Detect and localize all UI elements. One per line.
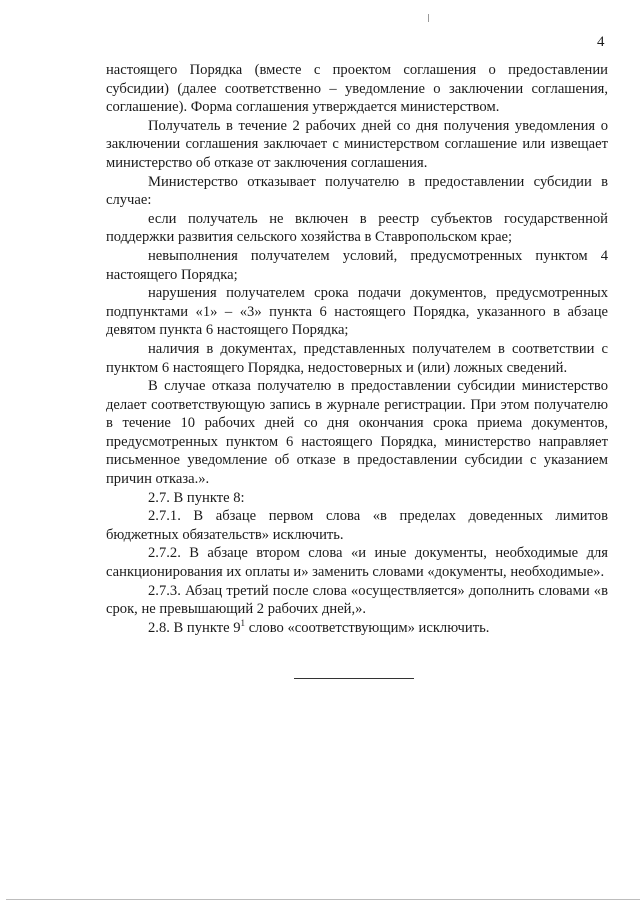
paragraph: Получатель в течение 2 рабочих дней со дня получения уведомления о заключении соглашения заключает с министерством соглашение или извещает министерство об отказе от заключения соглашения. xyxy=(106,117,608,171)
document-body xyxy=(106,61,608,637)
paragraph: 2.7.3. Абзац третий после слова «осуществляется» дополнить словами «в срок, не превышающий 2 рабочих дней,». xyxy=(106,582,608,618)
paragraph: В случае отказа получателю в предоставлении субсидии министерство делает соответствующую запись в журнале регистрации. При этом получателю в течение 10 рабочих дней со дня окончания срока приема документов, предусмотренных пунктом 6 настоящего Порядка, министерство направляет письменное уведомление об отказе в предоставлении субсидии с указанием причин отказа.». xyxy=(106,378,608,488)
page-number: 4 xyxy=(597,34,605,50)
page-bottom-edge xyxy=(6,899,640,900)
paragraph: наличия в документах, представленных получателем в соответствии с пунктом 6 настоящего Порядка, недостоверных и (или) ложных сведений. xyxy=(106,340,608,376)
paragraph: 2.7.1. В абзаце первом слова «в пределах доведенных лимитов бюджетных обязательств» исключить. xyxy=(106,508,608,543)
paragraph-continuation: настоящего Порядка (вместе с проектом соглашения о предоставлении субсидии) (далее соответственно – уведомление о заключении соглашения, соглашение). Форма соглашения утверждается министерством. xyxy=(106,62,608,116)
paragraph: 2.7.2. В абзаце втором слова «и иные документы, необходимые для санкционирования их оплаты и» заменить словами «документы, необходимые». xyxy=(106,545,608,581)
paragraph-last-item xyxy=(106,619,608,638)
last-item-superscript: 1 xyxy=(240,617,246,628)
last-item-after: слово «соответствующим» исключить. xyxy=(245,619,490,636)
paragraph: Министерство отказывает получателю в предоставлении субсидии в случае: xyxy=(106,173,608,209)
scan-tick-mark xyxy=(428,14,429,22)
paragraph: невыполнения получателем условий, предусмотренных пунктом 4 настоящего Порядка; xyxy=(106,247,608,283)
paragraph: 2.7. В пункте 8: xyxy=(148,489,245,506)
paragraph: если получатель не включен в реестр субъектов государственной поддержки развития сельского хозяйства в Ставропольском крае; xyxy=(106,210,608,246)
last-item-before: 2.8. В пункте 9 xyxy=(148,619,241,636)
paragraph: нарушения получателем срока подачи документов, предусмотренных подпунктами «1» – «3» пункта 6 настоящего Порядка, указанного в абзаце девятом пункта 6 настоящего Порядка; xyxy=(106,285,608,339)
end-separator-line xyxy=(294,678,414,679)
